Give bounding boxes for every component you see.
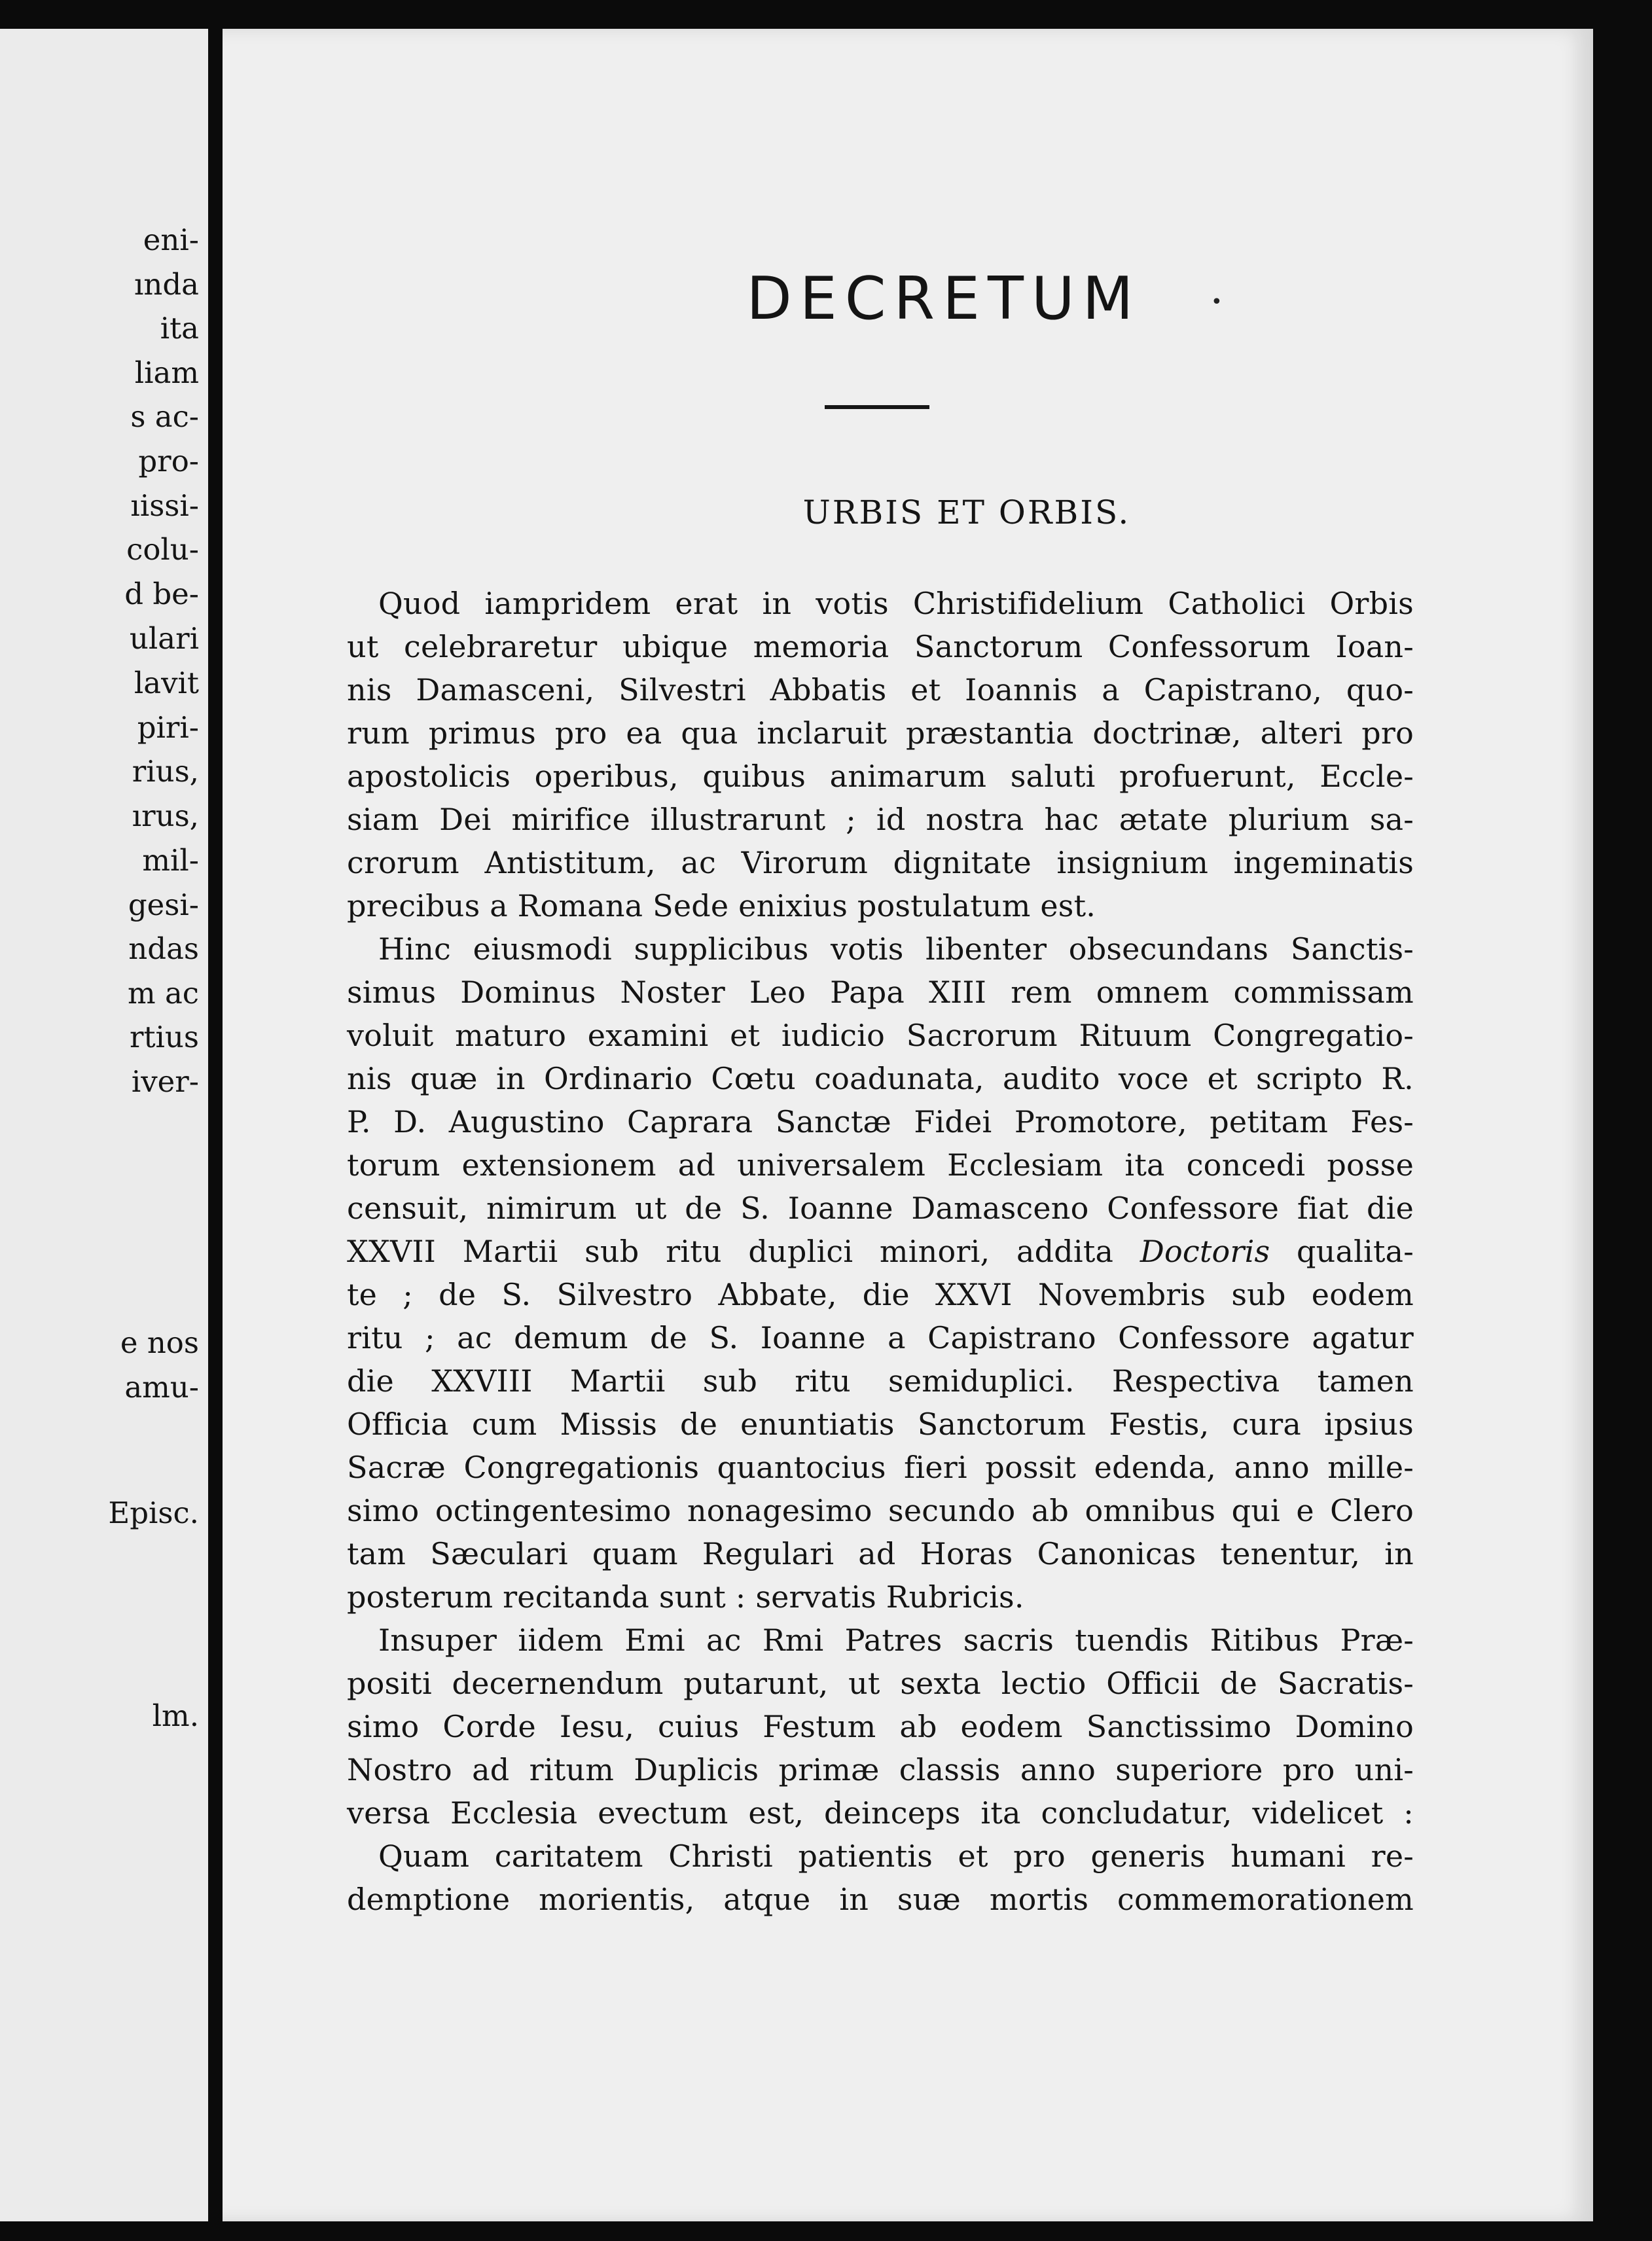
text-line: ut celebraretur ubique memoria Sanctorum Confessorum Ioan- [347,629,1414,664]
previous-page-text-fragment: liam [134,355,199,390]
text-line: tam Sæculari quam Regulari ad Horas Canonicas tenentur, in [347,1536,1414,1571]
text-line: Hinc eiusmodi supplicibus votis libenter obsecundans Sanctis- [378,931,1414,967]
text-line: rum primus pro ea qua inclaruit præstantia doctrinæ, alteri pro [347,715,1414,751]
text-line: Quod iampridem erat in votis Christifidelium Catholici Orbis [378,586,1414,621]
previous-page-text-fragment: Episc. [108,1496,199,1530]
text-line: voluit maturo examini et iudicio Sacrorum Rituum Congregatio- [347,1018,1414,1053]
text-line: siam Dei mirifice illustrarunt ; id nostra hac ætate plurium sa- [347,802,1414,837]
previous-page-text-fragment: d be- [124,577,199,611]
previous-page-text-fragment: rtius [129,1020,199,1054]
text-line: versa Ecclesia evectum est, deinceps ita concludatur, videlicet : [347,1795,1414,1831]
text-line: simo octingentesimo nonagesimo secundo ab omnibus qui e Clero [347,1493,1414,1528]
previous-page-text-fragment: lm. [152,1698,199,1733]
text-line: nis quæ in Ordinario Cœtu coadunata, audito voce et scripto R. [347,1061,1414,1096]
text-line: ritu ; ac demum de S. Ioanne a Capistrano Confessore agatur [347,1320,1414,1355]
previous-page-text-fragment: amu- [124,1370,199,1405]
book-gutter [208,0,223,2241]
previous-page-text-fragment: s ac- [130,399,199,434]
previous-page-text-fragment: ita [160,311,199,346]
text-line: simus Dominus Noster Leo Papa XIII rem omnem commissam [347,975,1414,1010]
previous-page-text-fragment: ulari [129,621,199,656]
page-title: DECRETUM [746,264,1141,333]
text-line: XXVII Martii sub ritu duplici minori, addita Doctoris qualita- [347,1234,1414,1269]
text-line: simo Corde Iesu, cuius Festum ab eodem Sanctissimo Domino [347,1709,1414,1744]
text-line: apostolicis operibus, quibus animarum saluti profuerunt, Eccle- [347,759,1414,794]
text-line: posterum recitanda sunt : servatis Rubricis. [347,1579,1024,1615]
previous-page-text-fragment: ırus, [132,798,199,833]
text-line: Sacræ Congregationis quantocius fieri possit edenda, anno mille- [347,1450,1414,1485]
document-page [223,29,1593,2221]
text-line: Officia cum Missis de enuntiatis Sanctorum Festis, cura ipsius [347,1407,1414,1442]
previous-page-text-fragment: m ac [127,976,199,1011]
italic-word: Doctoris [1140,1234,1270,1269]
decree-body [347,582,1414,1921]
previous-page-text-fragment: ında [134,267,199,302]
previous-page-text-fragment: mil- [142,843,199,878]
text-line: P. D. Augustino Caprara Sanctæ Fidei Promotore, petitam Fes- [347,1104,1414,1139]
text-line: die XXVIII Martii sub ritu semiduplici. Respectiva tamen [347,1363,1414,1399]
title-rule [825,405,929,409]
text-line: demptione morientis, atque in suæ mortis commemorationem [347,1882,1414,1917]
previous-page-text-fragment: iver- [131,1064,199,1099]
text-line: Insuper iidem Emi ac Rmi Patres sacris tuendis Ritibus Præ- [378,1622,1414,1658]
text-line: torum extensionem ad universalem Ecclesiam ita concedi posse [347,1147,1414,1183]
text-line: censuit, nimirum ut de S. Ioanne Damasceno Confessore fiat die [347,1191,1414,1226]
page-subtitle: URBIS ET ORBIS. [802,493,1131,531]
text-line: crorum Antistitum, ac Virorum dignitate insignium ingeminatis [347,845,1414,880]
previous-page-text-fragment: pro- [138,444,199,478]
text-line: positi decernendum putarunt, ut sexta lectio Officii de Sacratis- [347,1666,1414,1701]
previous-page-fragment [0,29,208,2221]
previous-page-text-fragment: e nos [120,1325,199,1360]
ink-speck: • [1211,291,1223,314]
text-line: precibus a Romana Sede enixius postulatum est. [347,888,1096,923]
previous-page-text-fragment: lavit [134,666,199,700]
previous-page-text-fragment: ıissi- [130,488,199,523]
previous-page-text-fragment: rius, [132,754,199,789]
previous-page-text-fragment: piri- [137,710,199,745]
previous-page-text-fragment: eni- [143,223,199,257]
text-line: nis Damasceni, Silvestri Abbatis et Ioannis a Capistrano, quo- [347,672,1414,708]
previous-page-text-fragment: ndas [128,931,199,966]
text-line: Quam caritatem Christi patientis et pro generis humani re- [378,1838,1414,1874]
previous-page-text-fragment: gesi- [128,887,199,922]
text-line: Nostro ad ritum Duplicis primæ classis anno superiore pro uni- [347,1752,1414,1787]
previous-page-text-fragment: colu- [126,532,199,567]
text-line: te ; de S. Silvestro Abbate, die XXVI Novembris sub eodem [347,1277,1414,1312]
